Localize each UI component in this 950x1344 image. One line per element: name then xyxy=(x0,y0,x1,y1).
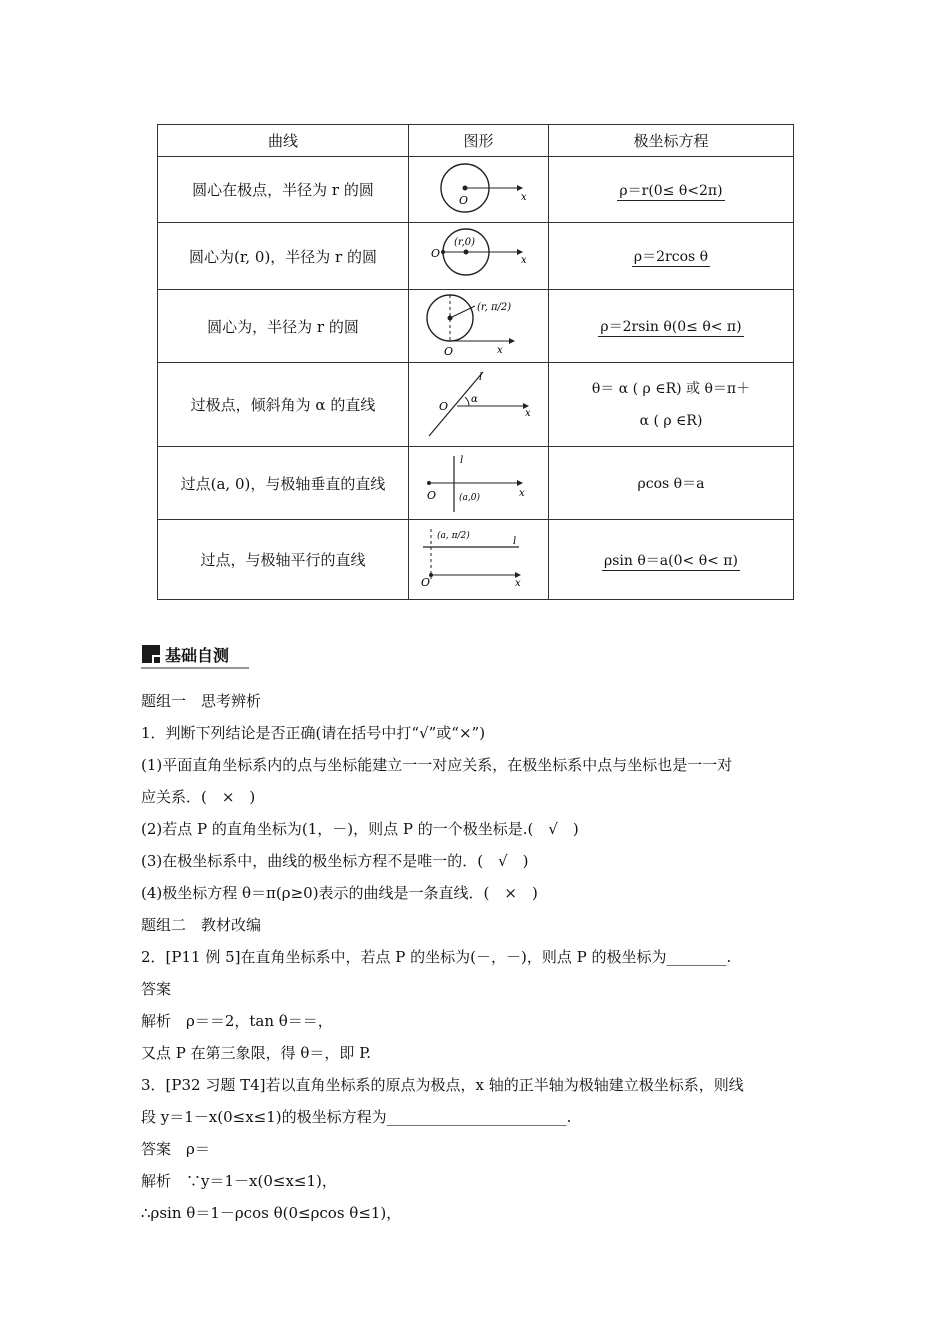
axis-label: x xyxy=(524,407,531,419)
circle-at-pole-figure xyxy=(419,159,539,221)
question-3: 3．[P32 习题 T4]若以直角坐标系的原点为极点，x 轴的正半轴为极轴建立极坐标系，则线 xyxy=(141,1076,744,1094)
analysis-2-cont: 又点 P 在第三象限，得 θ＝，即 P. xyxy=(141,1044,372,1062)
table-row xyxy=(158,447,794,520)
horizontal-line-figure xyxy=(419,523,539,597)
axis-label: x xyxy=(514,577,521,589)
curve-cell: 圆心为(r, 0)，半径为 r 的圆 xyxy=(158,223,409,290)
curve-cell: 过点，与极轴平行的直线 xyxy=(158,520,409,600)
equation: θ＝ α ( ρ ∈R) 或 θ＝π＋ xyxy=(591,380,751,397)
curve-cell: 过极点，倾斜角为 α 的直线 xyxy=(158,363,409,447)
point-label: (a,0) xyxy=(458,493,480,503)
polar-equation-table xyxy=(157,124,794,600)
analysis-3: 解析 ∵y＝1－x(0≤x≤1)， xyxy=(141,1172,337,1190)
origin-label: O xyxy=(426,489,436,502)
figure-cell xyxy=(409,520,549,600)
table-row xyxy=(158,520,794,600)
equation-continued: α ( ρ ∈R) xyxy=(639,412,703,429)
statement-4: (4)极坐标方程 θ＝π(ρ≥0)表示的曲线是一条直线．( × ) xyxy=(141,884,538,902)
header-curve: 曲线 xyxy=(158,125,409,157)
curve-cell: 过点(a, 0)，与极轴垂直的直线 xyxy=(158,447,409,520)
statement-2: (2)若点 P 的直角坐标为(1，－)，则点 P 的一个极坐标是.( √ ) xyxy=(141,820,579,838)
equation-cell xyxy=(549,223,794,290)
line-label: l xyxy=(512,535,516,547)
equation: ρcos θ＝a xyxy=(637,476,705,492)
line-label: l xyxy=(459,455,463,466)
header-equation: 极坐标方程 xyxy=(549,125,794,157)
origin-label: O xyxy=(420,575,430,589)
group-heading-2: 题组二 教材改编 xyxy=(141,916,262,934)
statement-1: (1)平面直角坐标系内的点与坐标能建立一一对应关系，在极坐标系中点与坐标也是一一对 xyxy=(141,756,733,774)
figure-cell xyxy=(409,290,549,363)
point-label: (a, π/2) xyxy=(436,530,470,541)
table-row xyxy=(158,157,794,223)
table-row xyxy=(158,290,794,363)
center-label: (r, π/2) xyxy=(476,302,511,313)
axis-label: x xyxy=(496,345,503,356)
question-3-cont: 段 y＝1－x(0≤x≤1)的极坐标方程为________________________. xyxy=(141,1108,572,1126)
origin-label: O xyxy=(430,247,440,260)
circle-above-pole-figure xyxy=(419,292,539,360)
axis-label: x xyxy=(518,488,525,499)
axis-label: x xyxy=(520,191,527,203)
table-header-row xyxy=(158,125,794,157)
line-through-pole-figure xyxy=(419,366,539,444)
group-heading-1: 题组一 思考辨析 xyxy=(141,692,262,710)
header-figure: 图形 xyxy=(409,125,549,157)
question-2: 2．[P11 例 5]在直角坐标系中，若点 P 的坐标为(－，－)，则点 P 的极坐标为________. xyxy=(141,948,732,966)
table-row xyxy=(158,223,794,290)
figure-cell xyxy=(409,363,549,447)
figure-cell xyxy=(409,447,549,520)
curve-cell: 圆心为，半径为 r 的圆 xyxy=(158,290,409,363)
statement-3: (3)在极坐标系中，曲线的极坐标方程不是唯一的．( √ ) xyxy=(141,852,529,870)
table-row xyxy=(158,363,794,447)
equation-cell xyxy=(549,157,794,223)
answer-2: 答案 xyxy=(141,980,172,998)
equation: ρ＝2rcos θ xyxy=(633,249,709,265)
equation: ρsin θ＝a(0< θ< π) xyxy=(604,552,738,569)
section-title: 基础自测 xyxy=(165,646,230,665)
equation-cell xyxy=(549,520,794,600)
equation-cell xyxy=(549,363,794,447)
circle-on-axis-figure xyxy=(419,225,539,287)
equation: ρ＝r(0≤ θ<2π) xyxy=(619,182,723,199)
section-underline xyxy=(141,667,249,669)
angle-label: α xyxy=(470,393,478,405)
answer-3: 答案 ρ＝ xyxy=(141,1140,210,1158)
line-label: l xyxy=(478,371,482,383)
center-label: (r,0) xyxy=(453,237,475,248)
analysis-3-cont: ∴ρsin θ＝1－ρcos θ(0≤ρcos θ≤1)， xyxy=(141,1204,402,1222)
equation-cell xyxy=(549,447,794,520)
curve-cell: 圆心在极点，半径为 r 的圆 xyxy=(158,157,409,223)
vertical-line-figure xyxy=(419,450,539,516)
figure-cell xyxy=(409,157,549,223)
equation-cell xyxy=(549,290,794,363)
origin-label: O xyxy=(443,345,453,358)
origin-label: O xyxy=(438,399,448,413)
origin-label: O xyxy=(458,193,468,207)
statement-1-cont: 应关系．( × ) xyxy=(141,788,256,806)
axis-label: x xyxy=(520,255,527,266)
question-1: 1．判断下列结论是否正确(请在括号中打“√”或“×”) xyxy=(141,724,486,742)
equation: ρ＝2rsin θ(0≤ θ< π) xyxy=(600,319,742,335)
figure-cell xyxy=(409,223,549,290)
analysis-2: 解析 ρ＝＝2，tan θ＝＝， xyxy=(141,1012,333,1030)
section-header xyxy=(141,642,249,668)
